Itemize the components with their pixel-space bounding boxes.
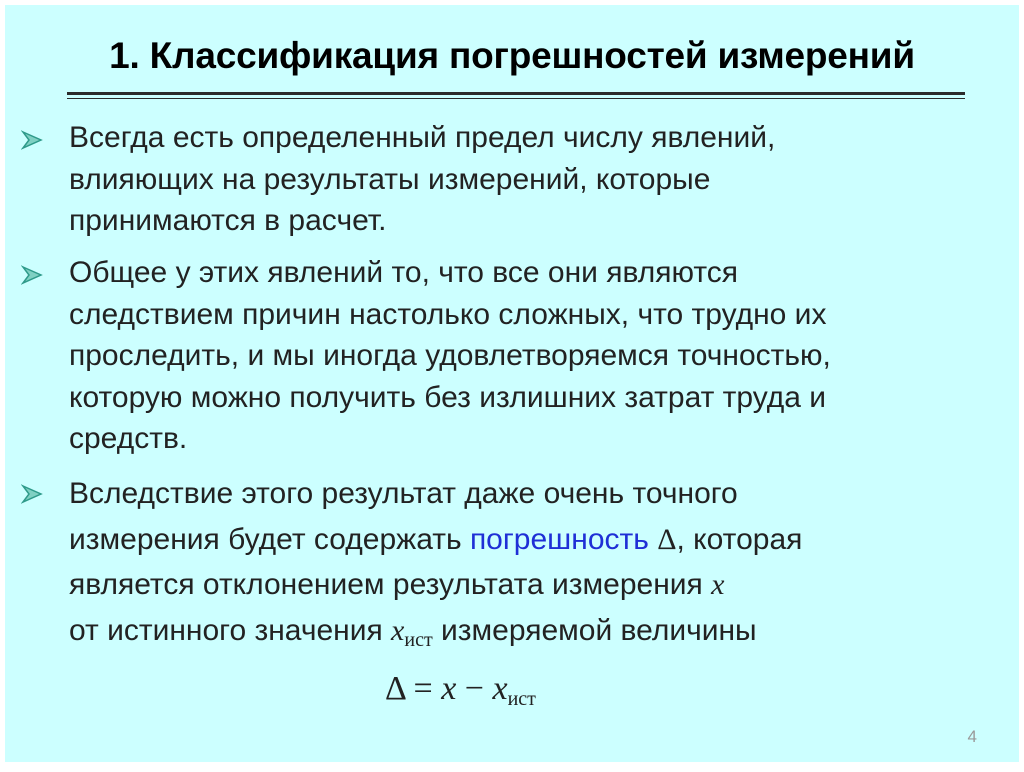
formula-minus: − [456, 670, 493, 707]
variable-x: x [711, 568, 725, 601]
title-divider-thin [67, 98, 965, 99]
text-segment: измерения будет содержать [69, 522, 470, 556]
text-line: Всегда есть определенный предел числу явлений, [69, 121, 776, 154]
text-line: следствием причин настолько сложных, что трудно их [69, 297, 827, 331]
slide [5, 5, 1019, 762]
slide-title: 1. Классификация погрешностей измерений [109, 35, 915, 76]
bullet-text-1 [69, 117, 969, 242]
bullet-text-3 [69, 471, 969, 653]
text-segment: от истинного значения [69, 613, 392, 647]
formula-equals: = [405, 670, 442, 707]
arrowhead-bullet-icon [21, 264, 43, 286]
text-line: средств. [69, 422, 188, 455]
subscript-ist: ист [404, 628, 433, 651]
bullet-text-2 [69, 252, 969, 460]
text-line [69, 517, 969, 563]
arrowhead-bullet-icon [21, 483, 43, 505]
text-line [69, 562, 969, 608]
text-line: влияющих на результаты измерений, которые [69, 162, 711, 196]
formula-subscript-ist: ист [507, 688, 536, 710]
term-error: погрешность [469, 522, 649, 556]
text-line: проследить, и мы иногда удовлетворяемся точностью, [69, 339, 831, 372]
text-line: принимаются в расчет. [69, 204, 387, 237]
text-line: Общее у этих явлений то, что все они являются [69, 256, 738, 289]
text-segment: измеряемой величины [432, 613, 757, 647]
formula-x: x [441, 670, 457, 707]
text-segment: , которая [676, 522, 803, 556]
formula-x-true: x [492, 670, 508, 707]
text-line [69, 608, 969, 654]
text-segment: является отклонением результата измерения [69, 568, 712, 601]
arrowhead-bullet-icon [21, 129, 43, 151]
error-formula [385, 670, 536, 708]
page-number: 4 [967, 727, 977, 746]
text-line: которую можно получить без излишних затрат труда и [69, 380, 827, 414]
variable-x-true: x [391, 613, 405, 647]
delta-symbol: Δ [657, 522, 677, 556]
formula-delta: Δ [385, 670, 405, 707]
title-divider-thick [67, 92, 965, 95]
text-line: Вследствие этого результат даже очень точного [69, 477, 738, 510]
